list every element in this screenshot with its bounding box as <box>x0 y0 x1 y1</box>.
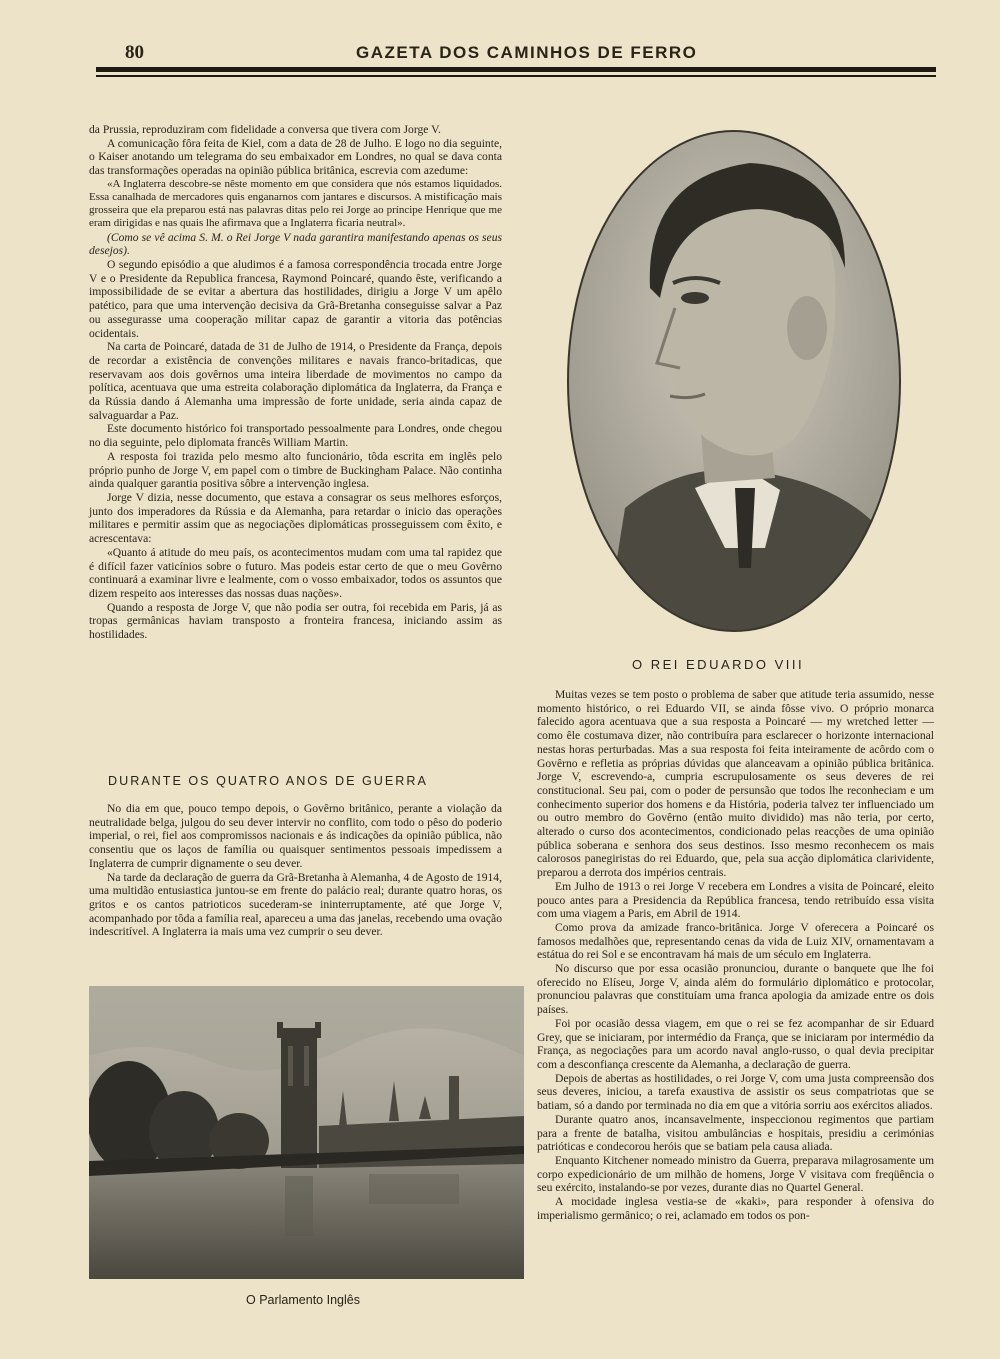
paragraph: O segundo episódio a que aludimos é a famosa correspondência trocada entre Jorge V e o Presidente da Republica francesa, Raymond Poincaré, quando êste, verificando a impossibilidade de se evitar a abertura das hostilidades, dirigiu a Jorge V um apêlo patético, para que uma intervenção decisiva da Grã-Bretanha conseguisse salvar a Paz ou assegurasse uma cooperação militar capaz de garantir a vitoria das potências ocidentais. <box>89 258 502 340</box>
king-portrait-illustration <box>565 128 903 634</box>
parliament-illustration <box>89 986 524 1279</box>
paragraph: A comunicação fôra feita de Kiel, com a data de 28 de Julho. E logo no dia seguinte, o Kaiser anotando um telegrama do seu embaixador em Londres, no qual se dava conta das transformações operadas na opinião pública britânica, escrevia com azedume: <box>89 136 502 178</box>
paragraph: A mocidade inglesa vestia-se de «kaki», para responder à ofensiva do imperialismo germânico; o rei, aclamado em todos os pon- <box>537 1195 934 1222</box>
paragraph: Foi por ocasião dessa viagem, em que o rei se fez acompanhar de sir Eduard Grey, que se iniciaram, por intermédio da França, que se iniciaram por intermédio da França, as negociações para um acordo naval anglo-russo, o qual devia precipitar com a desconfiança crescente da Alemanha, a declaração de guerra. <box>537 1016 934 1071</box>
paragraph: Em Julho de 1913 o rei Jorge V recebera em Londres a visita de Poincaré, eleito pouco antes para a Presidencia da República francesa, tendo retribuído essa visita com uma viagem a Paris, em Abril de 1914. <box>537 879 934 921</box>
journal-title: GAZETA DOS CAMINHOS DE FERRO <box>356 43 698 62</box>
right-column-text <box>537 688 934 1222</box>
left-column-text <box>89 123 502 642</box>
paragraph: da Prussia, reproduziram com fidelidade a conversa que tivera com Jorge V. <box>89 123 441 136</box>
paragraph: No discurso que por essa ocasião pronunciou, durante o banquete que lhe foi oferecido no Elíseu, Jorge V, ainda além do formulário diplomático e protocolar, pronunciou palavras que constituíam uma franca apologia da amizade entre os dois países. <box>537 962 934 1017</box>
paragraph: Na tarde da declaração de guerra da Grã-Bretanha à Alemanha, 4 de Agosto de 1914, uma multidão entusiastica juntou-se em frente do palácio real; durante quatro horas, os gritos e os cantos patrioticos sucederam-se ininterruptamente, até que Jorge V, acompanhado por tôda a família real, apareceu a uma das janelas, recebendo uma ovação indescritível. A Inglaterra ia mais uma vez cumprir o seu dever. <box>89 870 502 939</box>
quote-paragraph: «Quanto á atitude do meu país, os acontecimentos mudam com uma tal rapidez que é difícil fazer vaticínios sobre o futuro. Mas podeis estar certo de que o meu Govêrno continuará a examinar livre e lealmente, com o vosso embaixador, todos os assuntos que dizem respeito aos interesses das nossas duas nações». <box>89 545 502 600</box>
paragraph: Durante quatro anos, incansavelmente, inspeccionou regimentos que partiam para a frente de batalha, visitou ambulâncias e hospitais, presidiu a cerimónias patrióticas e condecorou heróis que se batiam pela causa aliada. <box>537 1112 934 1154</box>
section-heading: DURANTE OS QUATRO ANOS DE GUERRA <box>108 774 428 788</box>
left-column-text-2 <box>89 802 502 939</box>
paragraph: Na carta de Poincaré, datada de 31 de Julho de 1914, o Presidente da França, depois de recordar a existência de convenções militares e navais franco-britadicas, que reservavam aos dois govêrnos uma inteira liberdade de movimentos no campo da política, acentuava que uma estreita colaboração diplomática da Inglaterra, da França e da Rússia dando á Alemanha uma impressão de forte unidade, seria ainda capaz de salvaguardar a Paz. <box>89 340 502 422</box>
portrait-caption: O REI EDUARDO VIII <box>632 657 805 672</box>
parliament-caption: O Parlamento Inglês <box>246 1293 360 1307</box>
quote-paragraph: «A Inglaterra descobre-se nêste momento em que considera que nós estamos liquidados. Essa canalhada de mercadores quis enganarnos com jantares e discursos. A mistificação mais grosseira que ela preparou está nas palavras ditas pelo rei Jorge ao príncipe Henrique que me eram dirigidas e nas quais lhe afirmava que a Inglaterra ficaria neutral». <box>89 177 502 230</box>
page-number: 80 <box>125 42 144 63</box>
paragraph: No dia em que, pouco tempo depois, o Govêrno britânico, perante a violação da neutralidade belga, julgou do seu dever intervir no conflito, com todo o pêso do poderio imperial, o rei, fiel aos compromissos nacionais e ás indicações da opinião pública, não consentiu que os laços de família ou quaisquer sentimentos pessoais impedissem a Inglaterra de cumprir dignamente o seu dever. <box>89 802 502 870</box>
paragraph: Este documento histórico foi transportado pessoalmente para Londres, onde chegou no dia seguinte, pelo diplomata francês William Martin. <box>89 422 502 450</box>
paragraph: Enquanto Kitchener nomeado ministro da Guerra, preparava milagrosamente um corpo expedicionário de um milhão de homens, Jorge V visitava com freqüência o seu exército, instalando-se por vezes, durante dias no Quartel General. <box>537 1153 934 1195</box>
paragraph: Depois de abertas as hostilidades, o rei Jorge V, com uma justa compreensão dos seus deveres, iniciou, a tarefa exaustiva de assistir os seus compatriotas que se batiam, só a dando por terminada no dia em que a vitória sorriu aos exércitos aliados. <box>537 1071 934 1113</box>
paragraph: Muitas vezes se tem posto o problema de saber que atitude teria assumido, nesse momento histórico, o rei Eduardo VII, se ainda fôsse vivo. O próprio monarca falecido agora acentuava que a sua resposta a Poincaré — my wretched letter — como êle costumava dizer, não contribuíra para esclarecer o horizonte internacional nestas horas perturbadas. Mas a sua resposta foi feita inteiramente de acôrdo com o Govêrno e refletia as próprias dúvidas que alanceavam a opinião pública britânica. Jorge V, escrevendo-a, cumpria escrupulosamente os seus deveres de rei constitucional. Seu pai, com o poder de persunsão que todos lhe reconheciam e um conhecimento superior dos homens e da História, poderia talvez ter influenciado um ou outro membro do Govêrno (então muito dividido) mas não teria, por certo, alterado o curso dos acontecimentos, condicionado pelas reacções de uma opinião pública soberana e senhora dos seus destinos. Isso mesmo reconhecem os mais calorosos panegiristas do rei Eduardo, que, pela sua acção diplomática clarividente, preparou a derrota dos impérios centrais. <box>537 688 934 880</box>
parliament-photo <box>89 986 524 1279</box>
paragraph: Jorge V dizia, nesse documento, que estava a consagrar os seus melhores esforços, junto dos imperadores da Rússia e da Alemanha, para retardar o inicio das operações militares e permitir assim que as negociações diplomáticas prosseguissem com êxito, e acrescentava: <box>89 490 502 546</box>
paragraph: A resposta foi trazida pelo mesmo alto funcionário, tôda escrita em inglês pelo próprio punho de Jorge V, em papel com o timbre de Buckingham Palace. Não continha ainda qualquer garantia positiva sôbre a intervenção inglesa. <box>89 449 502 491</box>
header-rule-thick <box>96 67 936 72</box>
italic-note: (Como se vê acima S. M. o Rei Jorge V nada garantira manifestando apenas os seus desejos). <box>89 230 502 258</box>
header-rule-thin <box>96 75 936 77</box>
paragraph: Quando a resposta de Jorge V, que não podia ser outra, foi recebida em Paris, já as tropas germânicas haviam transposto a fronteira francesa, iniciando assim as hostilidades. <box>89 600 502 642</box>
king-portrait-photo <box>565 128 903 634</box>
paragraph: Como prova da amizade franco-britânica. Jorge V oferecera a Poincaré os famosos medalhões que, representando cenas da vida de Luiz XIV, ornamentavam a estátua do rei Sol e se encontravam há mais de um século em Inglaterra. <box>537 920 934 962</box>
